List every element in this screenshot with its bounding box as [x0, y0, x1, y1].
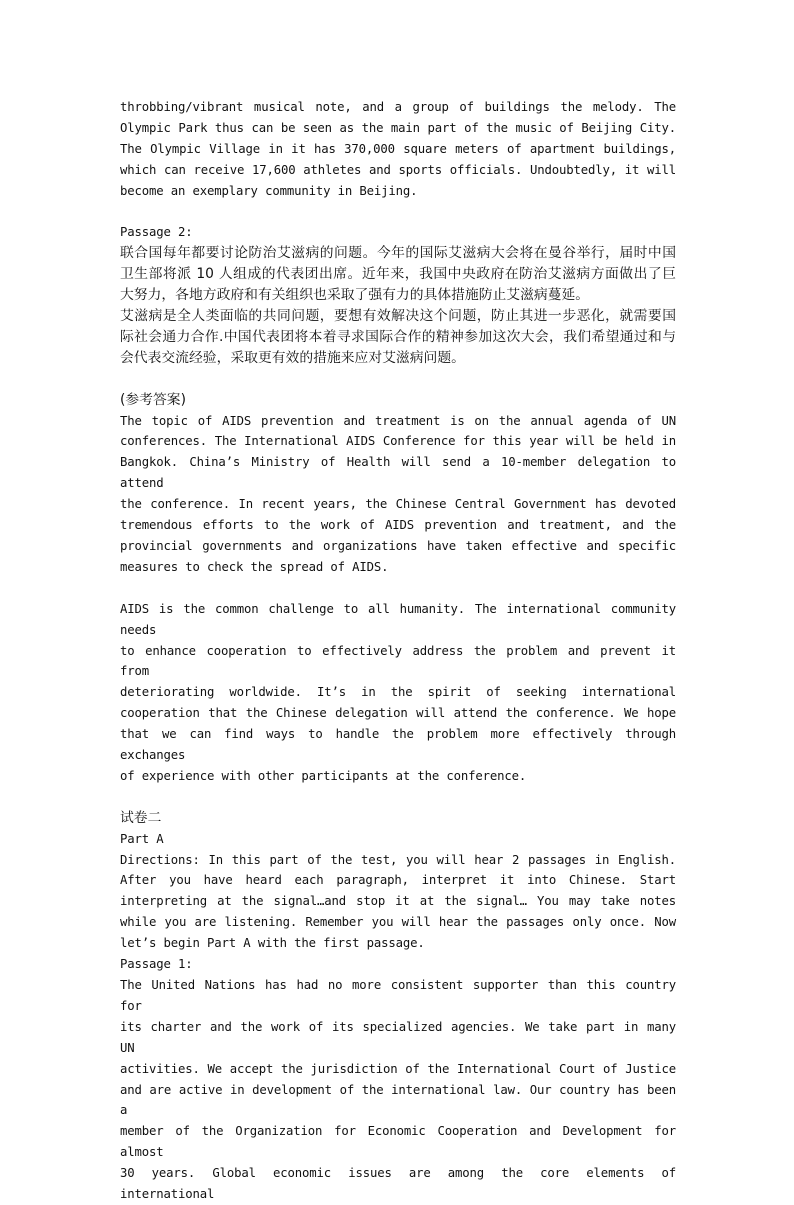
text-line: and are active in development of the international law. Our country has been a: [120, 1082, 676, 1118]
text-line: Bangkok. China’s Ministry of Health will send a 10-member delegation to attend: [120, 455, 676, 491]
part-a-heading: [120, 829, 676, 850]
text-line: conferences. The International AIDS Conference for this year will be held in: [120, 434, 676, 449]
text-line: deteriorating worldwide. It’s in the spirit of seeking international: [120, 685, 676, 700]
text-line: measures to check the spread of AIDS.: [120, 559, 389, 574]
text-line: while you are listening. Remember you will hear the passages only once. Now: [120, 915, 676, 930]
text-line: Olympic Park thus can be seen as the main part of the music of Beijing City.: [120, 120, 676, 135]
text-line: 大努力，各地方政府和有关组织也采取了强有力的具体措施防止艾滋病蔓延。: [120, 287, 590, 304]
text-line: throbbing/vibrant musical note, and a group of buildings the melody. The: [120, 100, 676, 114]
text-line: cooperation that the Chinese delegation will attend the conference. We hope: [120, 706, 676, 721]
heading-text: Part A: [120, 831, 164, 846]
directions-paragraph: [120, 850, 676, 955]
passage1-paragraph: [120, 975, 676, 1205]
text-line: the conference. In recent years, the Chinese Central Government has devoted: [120, 497, 676, 512]
text-line: become an exemplary community in Beijing.: [120, 183, 418, 198]
document-page: [120, 97, 676, 1205]
text-line: The topic of AIDS prevention and treatment is on the annual agenda of UN: [120, 413, 676, 428]
text-line: provincial governments and organizations have taken effective and specific: [120, 539, 676, 553]
text-line: activities. We accept the jurisdiction of the International Court of Justice: [120, 1061, 676, 1076]
text-line: let’s begin Part A with the first passage.: [120, 936, 425, 951]
text-line: 际社会通力合作.中国代表团将本着寻求国际合作的精神参加这次大会，我们希望通过和与: [120, 328, 676, 345]
text-line: tremendous efforts to the work of AIDS prevention and treatment, and the: [120, 518, 676, 533]
text-line: 艾滋病是全人类面临的共同问题，要想有效解决这个问题，防止其进一步恶化，就需要国: [120, 308, 676, 325]
passage2-chinese-text: [120, 243, 676, 368]
answer-paragraph-2: [120, 599, 676, 787]
heading-text: Passage 2:: [120, 225, 193, 240]
paper2-heading: [120, 808, 676, 829]
text-line: which can receive 17,600 athletes and sports officials. Undoubtedly, it will: [120, 162, 676, 177]
passage2-heading: [120, 222, 676, 243]
text-line: 30 years. Global economic issues are among the core elements of international: [120, 1166, 676, 1202]
text-line: of experience with other participants at the conference.: [120, 768, 527, 783]
text-line: interpreting at the signal…and stop it at the signal… You may take notes: [120, 894, 676, 909]
spacer: [120, 578, 676, 599]
text-line: that we can find ways to handle the problem more effectively through exchanges: [120, 727, 676, 763]
text-line: AIDS is the common challenge to all humanity. The international community needs: [120, 601, 676, 637]
passage1-heading: [120, 954, 676, 975]
text-line: The Olympic Village in it has 370,000 square meters of apartment buildings,: [120, 141, 676, 156]
spacer: [120, 787, 676, 808]
answer-paragraph-1: [120, 411, 676, 578]
spacer: [120, 202, 676, 223]
heading-text: (参考答案): [120, 391, 186, 408]
spacer: [120, 369, 676, 390]
intro-tail-paragraph: [120, 97, 676, 202]
text-line: Directions: In this part of the test, you will hear 2 passages in English.: [120, 852, 676, 867]
text-line: After you have heard each paragraph, interpret it into Chinese. Start: [120, 873, 676, 888]
heading-text: Passage 1:: [120, 957, 193, 972]
text-line: 联合国每年都要讨论防治艾滋病的问题。今年的国际艾滋病大会将在曼谷举行，届时中国: [120, 245, 676, 262]
heading-text: 试卷二: [120, 809, 162, 826]
reference-answer-heading: [120, 390, 676, 411]
text-line: to enhance cooperation to effectively address the problem and prevent it from: [120, 643, 676, 679]
text-line: member of the Organization for Economic Cooperation and Development for almost: [120, 1124, 676, 1160]
text-line: The United Nations has had no more consistent supporter than this country for: [120, 978, 676, 1013]
text-line: its charter and the work of its specialized agencies. We take part in many UN: [120, 1019, 676, 1055]
text-line: 卫生部将派 10 人组成的代表团出席。近年来，我国中央政府在防治艾滋病方面做出了巨: [120, 266, 676, 283]
text-line: 会代表交流经验，采取更有效的措施来应对艾滋病问题。: [120, 349, 465, 366]
